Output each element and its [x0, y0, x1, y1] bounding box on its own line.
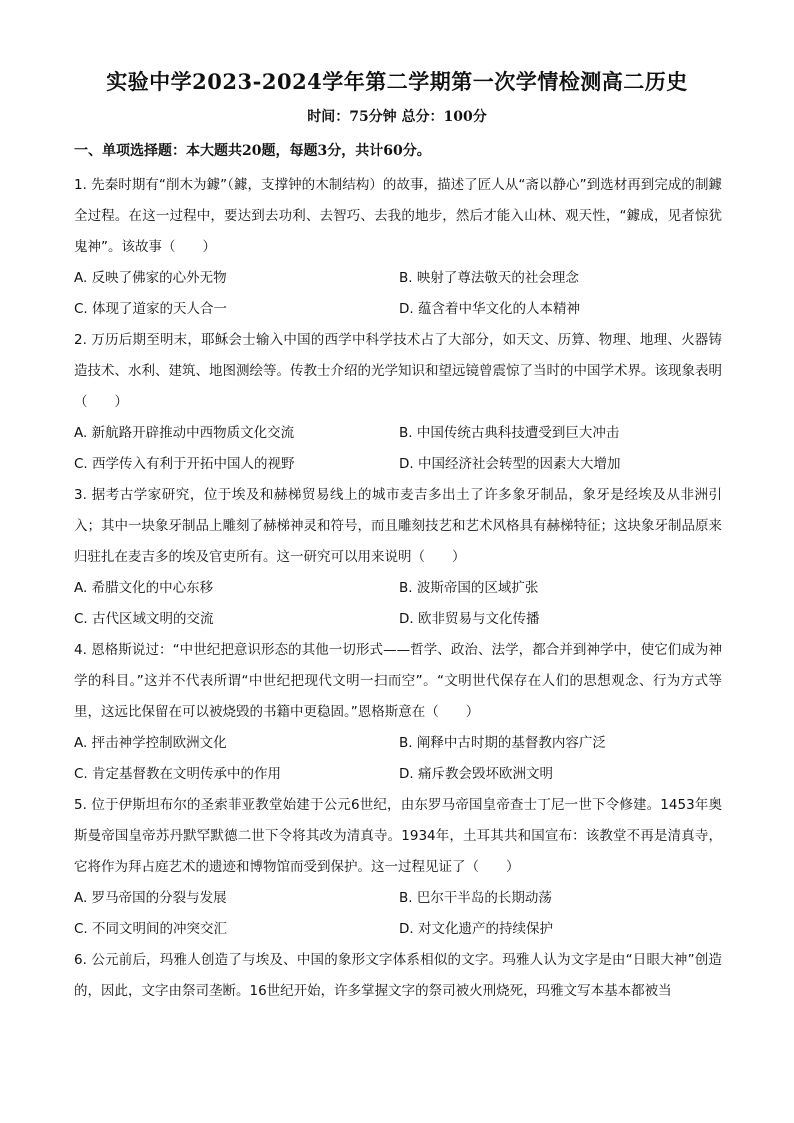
- question-stem: 5. 位于伊斯坦布尔的圣索菲亚教堂始建于公元6世纪，由东罗马帝国皇帝查士丁尼一世下令修建。1453年奥斯曼帝国皇帝苏丹默罕默德二世下令将其改为清真寺。1934年，土耳其共和国宣布：该教堂不再是清真寺，它将作为拜占庭艺术的遗迹和博物馆而受到保护。这一过程见证了（ ）: [74, 797, 722, 875]
- option-d: D. 对文化遗产的持续保护: [399, 921, 553, 937]
- option-c: C. 肯定基督教在文明传承中的作用: [74, 766, 282, 782]
- question-3: [74, 480, 722, 635]
- question-6: [74, 945, 722, 1007]
- question-1: [74, 170, 722, 325]
- section-heading: 一、单项选择题：本大题共20题，每题3分，共计60分。: [74, 143, 431, 159]
- option-d: D. 中国经济社会转型的因素大大增加: [399, 456, 621, 472]
- option-c: C. 古代区域文明的交流: [74, 611, 214, 627]
- option-grid: [74, 263, 722, 325]
- option-d: D. 痛斥教会毁坏欧洲文明: [399, 766, 553, 782]
- question-stem: 1. 先秦时期有“削木为鐻”（鐻，支撑钟的木制结构）的故事，描述了匠人从“斋以静心”到选材再到完成的制鐻全过程。在这一过程中，要达到去功利、去智巧、去我的地步，然后才能入山林、观天性，“鐻成，见者惊犹鬼神”。该故事（ ）: [74, 177, 722, 255]
- option-a: A. 反映了佛家的心外无物: [74, 270, 227, 286]
- option-a: A. 抨击神学控制欧洲文化: [74, 735, 227, 751]
- question-stem: 4. 恩格斯说过：“中世纪把意识形态的其他一切形式——哲学、政治、法学，都合并到神学中，使它们成为神学的科目。”这并不代表所谓“中世纪把现代文明一扫而空”。“文明世代保存在人们的思想观念、行为方式等里，这远比保留在可以被烧毁的书籍中更稳固。”恩格斯意在（ ）: [74, 642, 722, 720]
- option-c: C. 体现了道家的天人合一: [74, 301, 228, 317]
- option-c: C. 不同文明间的冲突交汇: [74, 921, 228, 937]
- question-stem: 3. 据考古学家研究，位于埃及和赫梯贸易线上的城市麦吉多出土了许多象牙制品，象牙是经埃及从非洲引入；其中一块象牙制品上雕刻了赫梯神灵和符号，而且雕刻技艺和艺术风格具有赫梯特征；这块象牙制品原来归驻扎在麦吉多的埃及官吏所有。这一研究可以用来说明（ ）: [74, 487, 722, 565]
- exam-time-and-score: 时间：75分钟 总分：100分: [307, 109, 487, 125]
- exam-title: 实验中学2023-2024学年第二学期第一次学情检测高二历史: [106, 69, 688, 94]
- option-b: B. 波斯帝国的区域扩张: [399, 580, 539, 596]
- option-a: A. 新航路开辟推动中西物质文化交流: [74, 425, 295, 441]
- option-a: A. 罗马帝国的分裂与发展: [74, 890, 227, 906]
- option-grid: [74, 418, 722, 480]
- option-d: D. 欧非贸易与文化传播: [399, 611, 540, 627]
- question-5: [74, 790, 722, 945]
- question-stem: 2. 万历后期至明末，耶稣会士输入中国的西学中科学技术占了大部分，如天文、历算、物理、地理、火器铸造技术、水利、建筑、地图测绘等。传教士介绍的光学知识和望远镜曾震惊了当时的中国学术界。该现象表明（ ）: [74, 332, 722, 410]
- option-b: B. 映射了尊法敬天的社会理念: [399, 270, 579, 286]
- question-stem: 6. 公元前后，玛雅人创造了与埃及、中国的象形文字体系相似的文字。玛雅人认为文字是由“日眼大神”创造的，因此，文字由祭司垄断。16世纪开始，许多掌握文字的祭司被火刑烧死，玛雅文写本基本都被当: [74, 952, 722, 999]
- option-c: C. 西学传入有利于开拓中国人的视野: [74, 456, 295, 472]
- option-b: B. 巴尔干半岛的长期动荡: [399, 890, 552, 906]
- option-d: D. 蕴含着中华文化的人本精神: [399, 301, 580, 317]
- question-2: [74, 325, 722, 480]
- option-grid: [74, 883, 722, 945]
- option-b: B. 中国传统古典科技遭受到巨大冲击: [399, 425, 620, 441]
- option-a: A. 希腊文化的中心东移: [74, 580, 214, 596]
- question-4: [74, 635, 722, 790]
- option-grid: [74, 728, 722, 790]
- option-grid: [74, 573, 722, 635]
- option-b: B. 阐释中古时期的基督教内容广泛: [399, 735, 606, 751]
- question-list: [74, 170, 722, 1007]
